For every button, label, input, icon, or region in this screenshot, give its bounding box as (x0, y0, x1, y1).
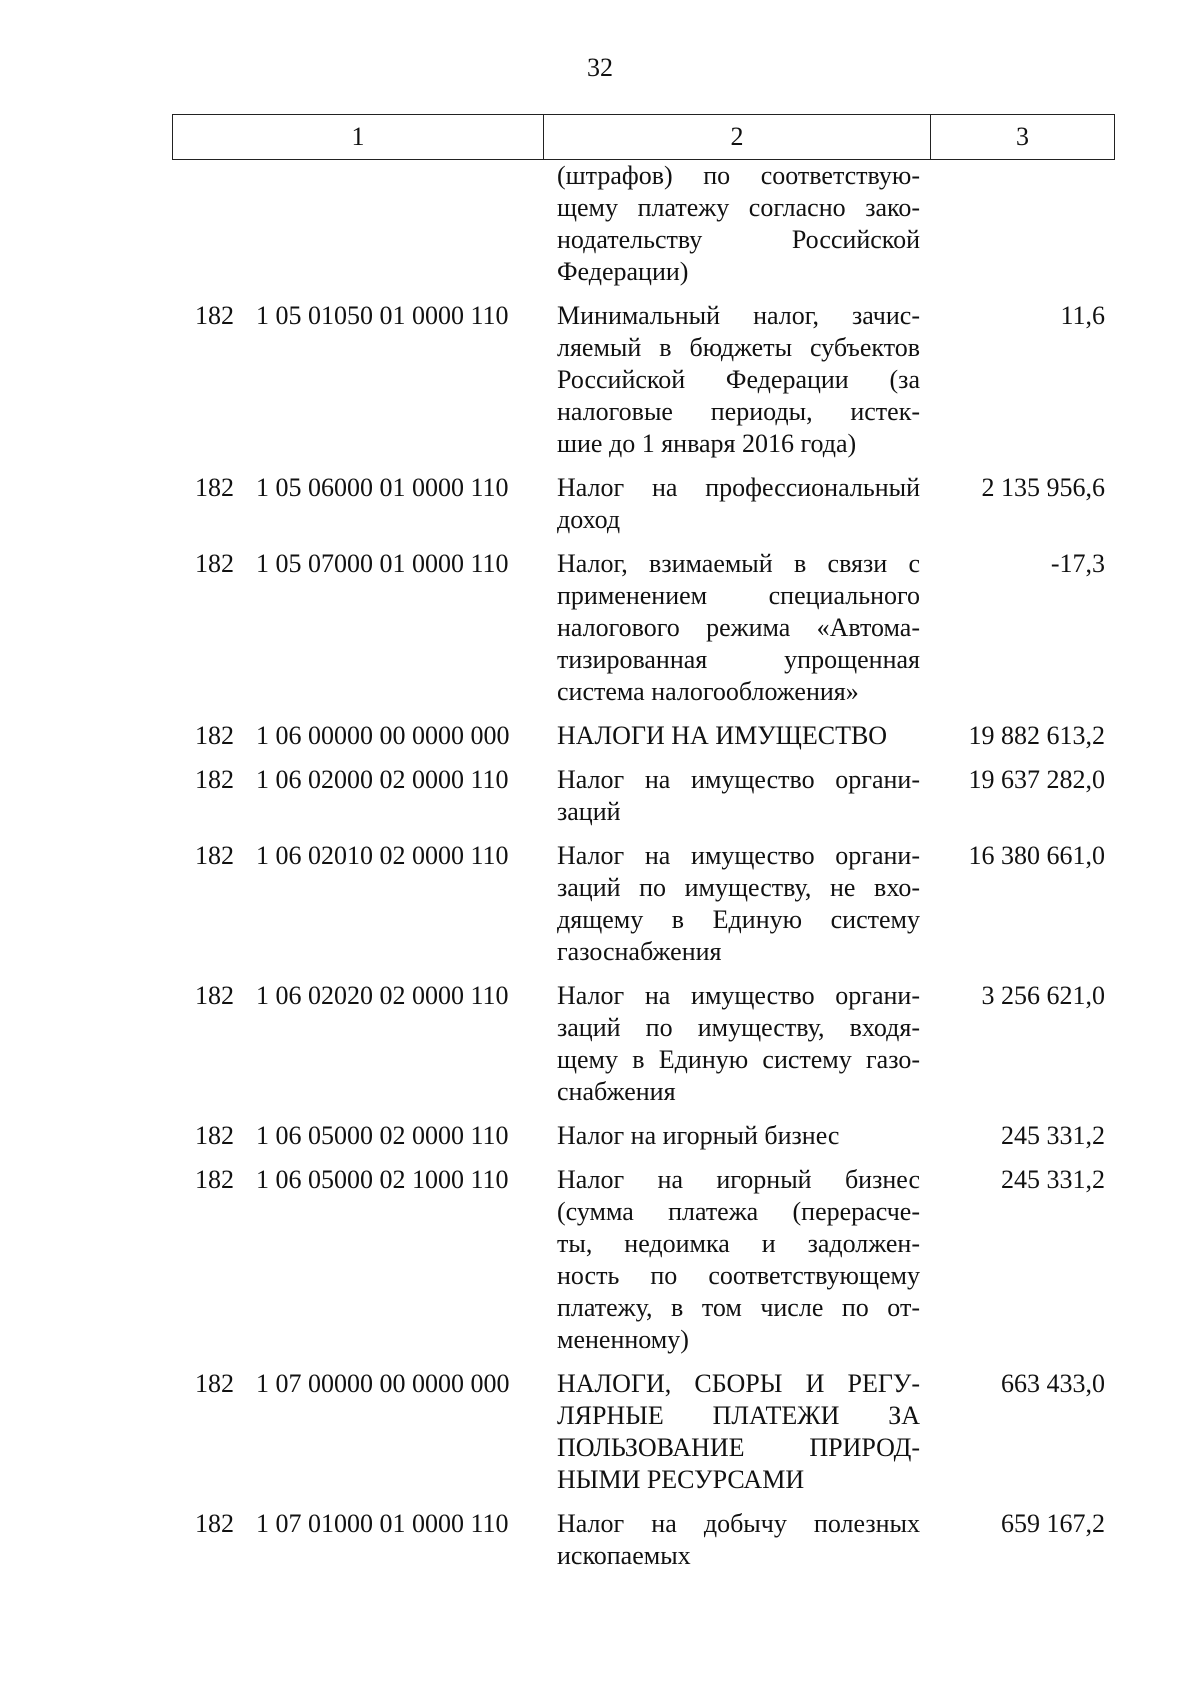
table-row (172, 764, 1115, 828)
admin-code-cell: 182 (195, 1509, 234, 1538)
table-row (172, 548, 1115, 708)
table-header (172, 114, 1115, 160)
admin-code-cell: 182 (195, 301, 234, 330)
table-row (172, 720, 1115, 752)
budget-code-cell: 1 05 07000 01 0000 110 (256, 549, 509, 578)
amount-cell: 19 882 613,2 (968, 721, 1105, 750)
admin-code-cell: 182 (195, 721, 234, 750)
budget-code-cell: 1 06 02020 02 0000 110 (256, 981, 509, 1010)
name-line: доход (557, 505, 621, 534)
income-name-cell (543, 1164, 930, 1356)
amount-cell: -17,3 (1050, 549, 1105, 578)
income-name-cell (543, 840, 930, 968)
table-row (172, 472, 1115, 536)
budget-code-cell: 1 06 02000 02 0000 110 (256, 765, 509, 794)
amount-cell: 16 380 661,0 (968, 841, 1105, 870)
name-line: Федерации) (557, 257, 689, 286)
table-row (172, 300, 1115, 460)
name-line: ляемый в бюджеты субъектов (557, 333, 920, 362)
continuation-row (172, 160, 1115, 288)
table-row (172, 1368, 1115, 1496)
name-line: заций по имуществу, не вхо- (557, 873, 920, 902)
table-row (172, 1164, 1115, 1356)
name-line: НАЛОГИ НА ИМУЩЕСТВО (557, 721, 888, 750)
name-line: щему платежу согласно зако- (557, 193, 920, 222)
name-line: НАЛОГИ, СБОРЫ И РЕГУ- (557, 1369, 920, 1398)
admin-code-cell: 182 (195, 765, 234, 794)
admin-code-cell: 182 (195, 1369, 234, 1398)
income-name-cell (543, 548, 930, 708)
income-name-cell (543, 300, 930, 460)
table-row (172, 1508, 1115, 1572)
name-line: мененному) (557, 1325, 689, 1354)
name-line: Российской Федерации (за (557, 365, 920, 394)
amount-cell: 19 637 282,0 (968, 765, 1105, 794)
admin-code-cell: 182 (195, 981, 234, 1010)
name-line: шие до 1 января 2016 года) (557, 429, 857, 458)
amount-cell: 659 167,2 (1001, 1509, 1105, 1538)
amount-cell: 2 135 956,6 (981, 473, 1105, 502)
table-body (172, 160, 1115, 1584)
amount-cell: 663 433,0 (1001, 1369, 1105, 1398)
budget-code-cell: 1 06 05000 02 0000 110 (256, 1121, 509, 1150)
header-col-2: 2 (544, 115, 931, 159)
name-line: Налог на имущество органи- (557, 841, 920, 870)
name-line: Налог на добычу полезных (557, 1509, 920, 1538)
continuation-text (543, 160, 930, 288)
name-line: ты, недоимка и задолжен- (557, 1229, 920, 1258)
admin-code-cell: 182 (195, 841, 234, 870)
name-line: заций по имуществу, входя- (557, 1013, 920, 1042)
income-name-cell (543, 1508, 930, 1572)
name-line: Налог на профессиональный (557, 473, 920, 502)
income-name-cell (543, 720, 930, 752)
amount-cell: 245 331,2 (1001, 1121, 1105, 1150)
name-line: налоговые периоды, истек- (557, 397, 920, 426)
name-line: налогового режима «Автома- (557, 613, 920, 642)
name-line: (сумма платежа (перерасче- (557, 1197, 920, 1226)
budget-code-cell: 1 05 01050 01 0000 110 (256, 301, 509, 330)
name-line: тизированная упрощенная (557, 645, 920, 674)
admin-code-cell: 182 (195, 1165, 234, 1194)
budget-code-cell: 1 05 06000 01 0000 110 (256, 473, 509, 502)
name-line: щему в Единую систему газо- (557, 1045, 920, 1074)
name-line: применением специального (557, 581, 920, 610)
income-name-cell (543, 1120, 930, 1152)
header-col-3: 3 (1016, 122, 1029, 151)
income-name-cell (543, 980, 930, 1108)
name-line: Минимальный налог, зачис- (557, 301, 920, 330)
name-line: Налог на имущество органи- (557, 981, 920, 1010)
name-line: Налог на имущество органи- (557, 765, 920, 794)
table-row (172, 1120, 1115, 1152)
name-line: (штрафов) по соответствую- (557, 161, 920, 190)
income-name-cell (543, 472, 930, 536)
name-line: заций (557, 797, 621, 826)
budget-code-cell: 1 07 01000 01 0000 110 (256, 1509, 509, 1538)
admin-code-cell: 182 (195, 549, 234, 578)
name-line: ископаемых (557, 1541, 691, 1570)
table-row (172, 840, 1115, 968)
admin-code-cell: 182 (195, 473, 234, 502)
name-line: газоснабжения (557, 937, 722, 966)
table-row (172, 980, 1115, 1108)
name-line: дящему в Единую систему (557, 905, 920, 934)
budget-code-cell: 1 07 00000 00 0000 000 (256, 1369, 510, 1398)
page-number: 32 (587, 53, 613, 82)
header-col-1: 1 (173, 115, 544, 159)
name-line: Налог на игорный бизнес (557, 1165, 920, 1194)
budget-code-cell: 1 06 05000 02 1000 110 (256, 1165, 509, 1194)
name-line: Налог на игорный бизнес (557, 1121, 840, 1150)
budget-code-cell: 1 06 00000 00 0000 000 (256, 721, 510, 750)
name-line: ЛЯРНЫЕ ПЛАТЕЖИ ЗА (557, 1401, 920, 1430)
income-name-cell (543, 764, 930, 828)
budget-code-cell: 1 06 02010 02 0000 110 (256, 841, 509, 870)
name-line: ПОЛЬЗОВАНИЕ ПРИРОД- (557, 1433, 920, 1462)
amount-cell: 11,6 (1060, 301, 1105, 330)
name-line: НЫМИ РЕСУРСАМИ (557, 1465, 805, 1494)
name-line: Налог, взимаемый в связи с (557, 549, 920, 578)
name-line: ность по соответствующему (557, 1261, 920, 1290)
name-line: снабжения (557, 1077, 676, 1106)
name-line: нодательству Российской (557, 225, 920, 254)
amount-cell: 245 331,2 (1001, 1165, 1105, 1194)
name-line: платежу, в том числе по от- (557, 1293, 920, 1322)
income-name-cell (543, 1368, 930, 1496)
name-line: система налогообложения» (557, 677, 859, 706)
amount-cell: 3 256 621,0 (981, 981, 1105, 1010)
admin-code-cell: 182 (195, 1121, 234, 1150)
